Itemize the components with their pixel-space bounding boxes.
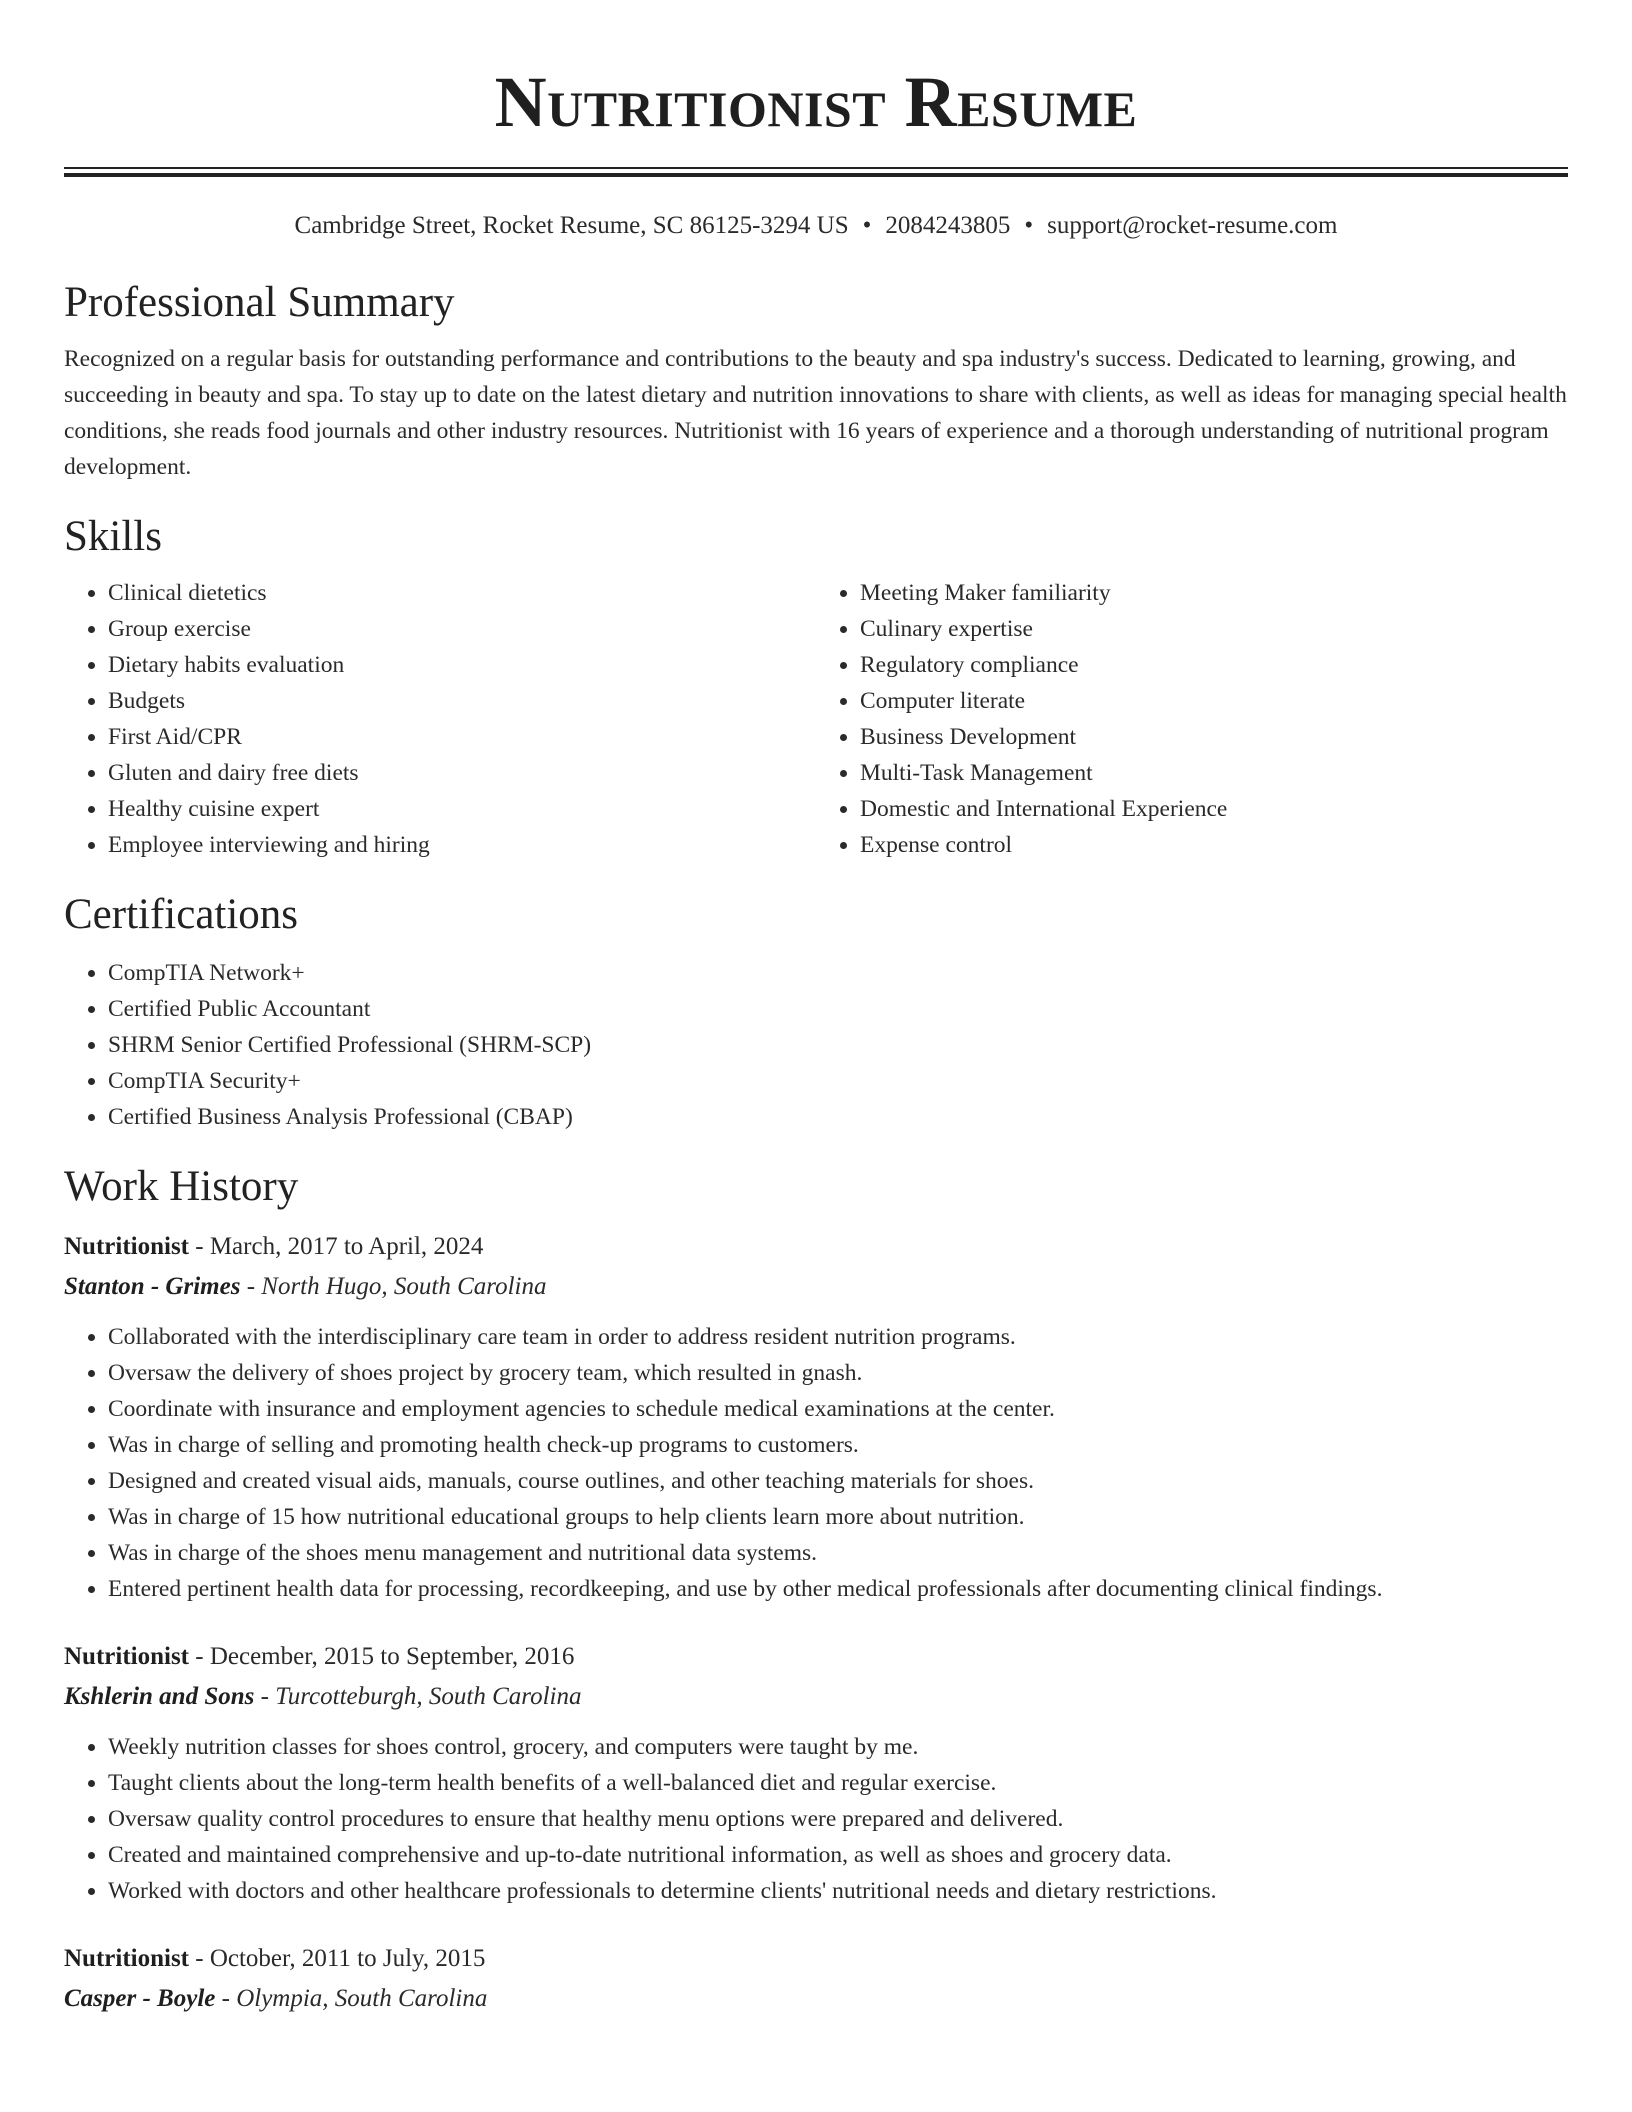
job-bullet: • Worked with doctors and other healthcare professionals to determine clients' nutritional needs and dietary restrictions.: [108, 1873, 1568, 1909]
skill-item: • Dietary habits evaluation: [108, 647, 816, 683]
job-bullet: • Weekly nutrition classes for shoes control, grocery, and computers were taught by me.: [108, 1729, 1568, 1765]
job-company-line: [64, 1677, 1568, 1717]
skill-item: • Healthy cuisine expert: [108, 791, 816, 827]
job-bullet: • Oversaw the delivery of shoes project by grocery team, which resulted in gnash.: [108, 1355, 1568, 1391]
job-location: - Olympia, South Carolina: [215, 1985, 488, 2012]
contact-separator: •: [1024, 212, 1034, 239]
job-dates: - March, 2017 to April, 2024: [189, 1233, 484, 1260]
job-bullets: [64, 1729, 1568, 1909]
job-company: Casper - Boyle: [64, 1985, 216, 2012]
skill-item: • Computer literate: [860, 683, 1568, 719]
contact-separator: •: [862, 212, 872, 239]
summary-heading: Professional Summary: [64, 279, 455, 326]
job-location: - Turcotteburgh, South Carolina: [254, 1683, 582, 1710]
certification-item: • Certified Business Analysis Professional (CBAP): [108, 1099, 1568, 1135]
job-bullet: • Oversaw quality control procedures to ensure that healthy menu options were prepared and delivered.: [108, 1801, 1568, 1837]
job-entry: [64, 1637, 1568, 1909]
skill-item: • Regulatory compliance: [860, 647, 1568, 683]
title-divider: [64, 167, 1568, 177]
job-title-line: [64, 1227, 1568, 1267]
contact-phone: 2084243805: [885, 212, 1011, 239]
job-bullet: • Was in charge of 15 how nutritional educational groups to help clients learn more about nutrition.: [108, 1499, 1568, 1535]
job-title-line: [64, 1939, 1568, 1979]
certification-item: • CompTIA Security+: [108, 1063, 1568, 1099]
job-dates: - December, 2015 to September, 2016: [189, 1643, 575, 1670]
certification-item: • SHRM Senior Certified Professional (SHRM-SCP): [108, 1027, 1568, 1063]
skills-list-left: [64, 575, 816, 863]
job-company-line: [64, 1267, 1568, 1307]
job-bullet: • Collaborated with the interdisciplinary care team in order to address resident nutrition programs.: [108, 1319, 1568, 1355]
skill-item: • First Aid/CPR: [108, 719, 816, 755]
skill-item: • Clinical dietetics: [108, 575, 816, 611]
contact-address: Cambridge Street, Rocket Resume, SC 86125-3294 US: [294, 212, 849, 239]
work-history-heading: Work History: [64, 1163, 299, 1210]
skill-item: • Domestic and International Experience: [860, 791, 1568, 827]
job-bullets: [64, 1319, 1568, 1607]
job-bullet: • Designed and created visual aids, manuals, course outlines, and other teaching materials for shoes.: [108, 1463, 1568, 1499]
contact-line: [64, 211, 1568, 241]
skills-list-right: [816, 575, 1568, 863]
skills-columns: [64, 575, 1568, 863]
certification-item: • Certified Public Accountant: [108, 991, 1568, 1027]
contact-email: support@rocket-resume.com: [1047, 212, 1338, 239]
job-bullet: • Was in charge of selling and promoting health check-up programs to customers.: [108, 1427, 1568, 1463]
job-dates: - October, 2011 to July, 2015: [189, 1945, 486, 1972]
job-title: Nutritionist: [64, 1945, 189, 1972]
skill-item: • Culinary expertise: [860, 611, 1568, 647]
skill-item: • Meeting Maker familiarity: [860, 575, 1568, 611]
job-bullet: • Was in charge of the shoes menu management and nutritional data systems.: [108, 1535, 1568, 1571]
skill-item: • Employee interviewing and hiring: [108, 827, 816, 863]
skill-item: • Gluten and dairy free diets: [108, 755, 816, 791]
job-bullet: • Entered pertinent health data for processing, recordkeeping, and use by other medical professionals after documenting clinical findings.: [108, 1571, 1568, 1607]
skill-item: • Budgets: [108, 683, 816, 719]
job-bullet: • Created and maintained comprehensive and up-to-date nutritional information, as well as shoes and grocery data.: [108, 1837, 1568, 1873]
job-title: Nutritionist: [64, 1233, 189, 1260]
job-entry: [64, 1939, 1568, 2019]
job-entry: [64, 1227, 1568, 1607]
skill-item: • Expense control: [860, 827, 1568, 863]
skill-item: • Group exercise: [108, 611, 816, 647]
certification-item: • CompTIA Network+: [108, 955, 1568, 991]
job-title: Nutritionist: [64, 1643, 189, 1670]
summary-text: Recognized on a regular basis for outstanding performance and contributions to the beauty and spa industry's success. Dedicated to learning, growing, and succeeding in beauty and spa. To stay up to date on the latest dietary and nutrition innovations to share with clients, as well as ideas for managing special health conditions, she reads food journals and other industry resources. Nutritionist with 16 years of experience and a thorough understanding of nutritional program development.: [64, 346, 1567, 480]
job-title-line: [64, 1637, 1568, 1677]
skill-item: • Business Development: [860, 719, 1568, 755]
page-title: Nutritionist Resume: [494, 62, 1138, 142]
job-company-line: [64, 1979, 1568, 2019]
job-company: Kshlerin and Sons: [64, 1683, 255, 1710]
skill-item: • Multi-Task Management: [860, 755, 1568, 791]
certifications-heading: Certifications: [64, 891, 299, 938]
certifications-list: [64, 955, 1568, 1135]
job-location: - North Hugo, South Carolina: [240, 1273, 547, 1300]
skills-heading: Skills: [64, 513, 162, 560]
job-bullet: • Coordinate with insurance and employment agencies to schedule medical examinations at the center.: [108, 1391, 1568, 1427]
job-company: Stanton - Grimes: [64, 1273, 241, 1300]
job-bullet: • Taught clients about the long-term health benefits of a well-balanced diet and regular exercise.: [108, 1765, 1568, 1801]
